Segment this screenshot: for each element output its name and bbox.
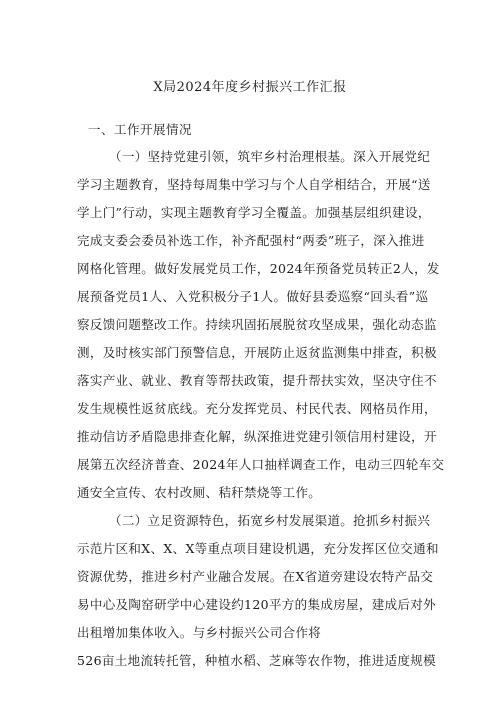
paragraph-2-line: 出租增加集体收入。与乡村振兴公司合作将 — [77, 625, 322, 640]
paragraph-1-line: 学习主题教育，坚持每周集中学习与个人自学相结合，开展“送 — [77, 177, 431, 192]
paragraph-2-line: 易中心及陶窑研学中心建设约120平方的集成房屋，建成后对外 — [77, 597, 437, 612]
paragraph-1-line: 发生规模性返贫底线。充分发挥党员、村民代表、网格员作用， — [77, 401, 437, 416]
paragraph-2-line: 资源优势，推进乡村产业融合发展。在X省道旁建设农特产品交 — [77, 569, 434, 584]
paragraph-1-line: （一）坚持党建引领，筑牢乡村治理根基。深入开展党纪 — [109, 149, 431, 164]
paragraph-1-line: 展第五次经济普查、2024年人口抽样调查工作，电动三四轮车交 — [77, 457, 445, 472]
paragraph-1-line: 察反馈问题整改工作。持续巩固拓展脱贫攻坚成果，强化动态监 — [77, 317, 437, 332]
paragraph-1-line: 通安全宣传、农村改厕、秸秆禁烧等工作。 — [77, 485, 322, 500]
paragraph-2-line: 示范片区和X、X、X等重点项目建设机遇，充分发挥区位交通和 — [77, 541, 439, 556]
paragraph-1-line: 落实产业、就业、教育等帮扶政策，提升帮扶实效，坚决守住不 — [77, 373, 437, 388]
section-heading: 一、工作开展情况 — [88, 122, 193, 137]
paragraph-1-line: 测，及时核实部门预警信息，开展防止返贫监测集中排查，积极 — [77, 345, 437, 360]
paragraph-1-line: 学上门”行动，实现主题教育学习全覆盖。加强基层组织建设， — [77, 205, 431, 220]
document-title: X局2024年度乡村振兴工作汇报 — [153, 80, 347, 95]
paragraph-1-line: 推动信访矛盾隐患排查化解，纵深推进党建引领信用村建设，开 — [77, 429, 437, 444]
paragraph-2-line: （二）立足资源特色，拓宽乡村发展渠道。抢抓乡村振兴 — [109, 513, 431, 528]
paragraph-1-line: 网格化管理。做好发展党员工作，2024年预备党员转正2人，发 — [77, 261, 440, 276]
paragraph-2-line: 526亩土地流转托管，种植水稻、芝麻等农作物，推进适度规模 — [77, 653, 437, 668]
paragraph-1-line: 展预备党员1人、入党积极分子1人。做好县委巡察“回头看”巡 — [77, 289, 429, 304]
paragraph-1-line: 完成支委会委员补选工作，补齐配强村“两委”班子，深入推进 — [77, 233, 425, 248]
